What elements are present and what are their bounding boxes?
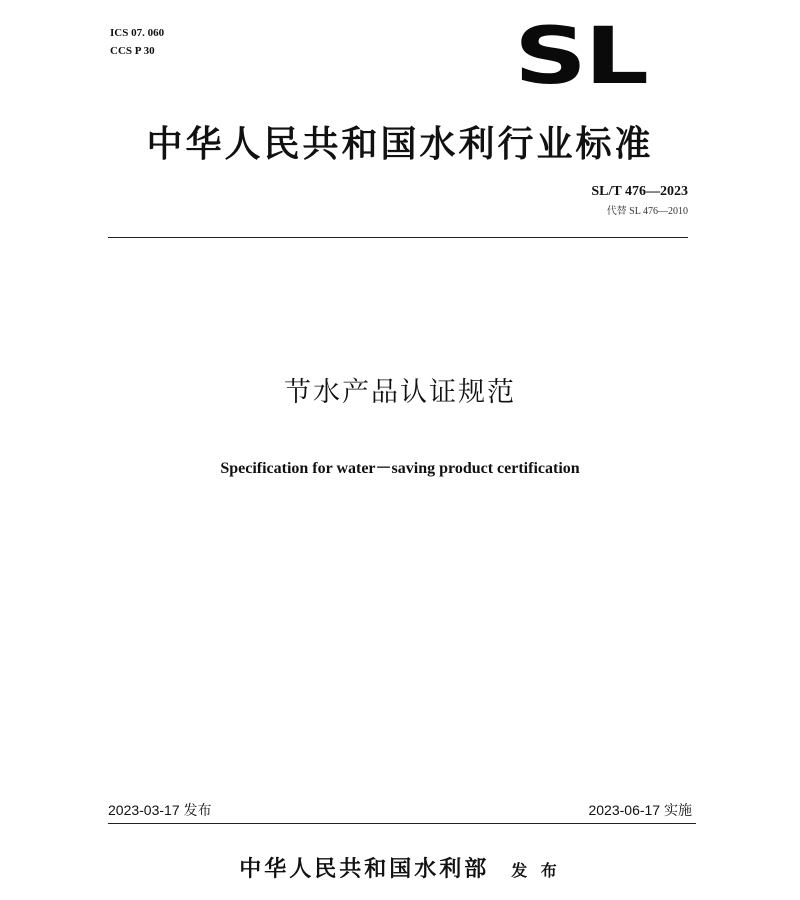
issuer-line [0,852,800,883]
document-title-english: Specification for water－saving product certification [220,460,580,477]
ccs-code: CCS P 30 [110,45,155,57]
top-divider [108,237,688,238]
standard-number: SL/T 476—2023 [591,184,688,199]
issuer-name: 中华人民共和国水利部 [239,856,490,882]
standard-number-block [591,182,688,222]
bottom-divider [108,823,696,824]
implement-date: 2023-06-17 实施 [588,802,692,818]
document-title-chinese: 节水产品认证规范 [284,377,516,408]
issuer-action: 发 布 [511,861,561,880]
sl-logo: SL [514,12,647,102]
ics-code: ICS 07. 060 [110,27,165,39]
organization-title: 中华人民共和国水利行业标准 [146,123,654,165]
replaced-standard: 代替 SL 476—2010 [606,206,688,217]
classification-codes [110,24,164,60]
publish-date: 2023-03-17 发布 [108,802,212,818]
